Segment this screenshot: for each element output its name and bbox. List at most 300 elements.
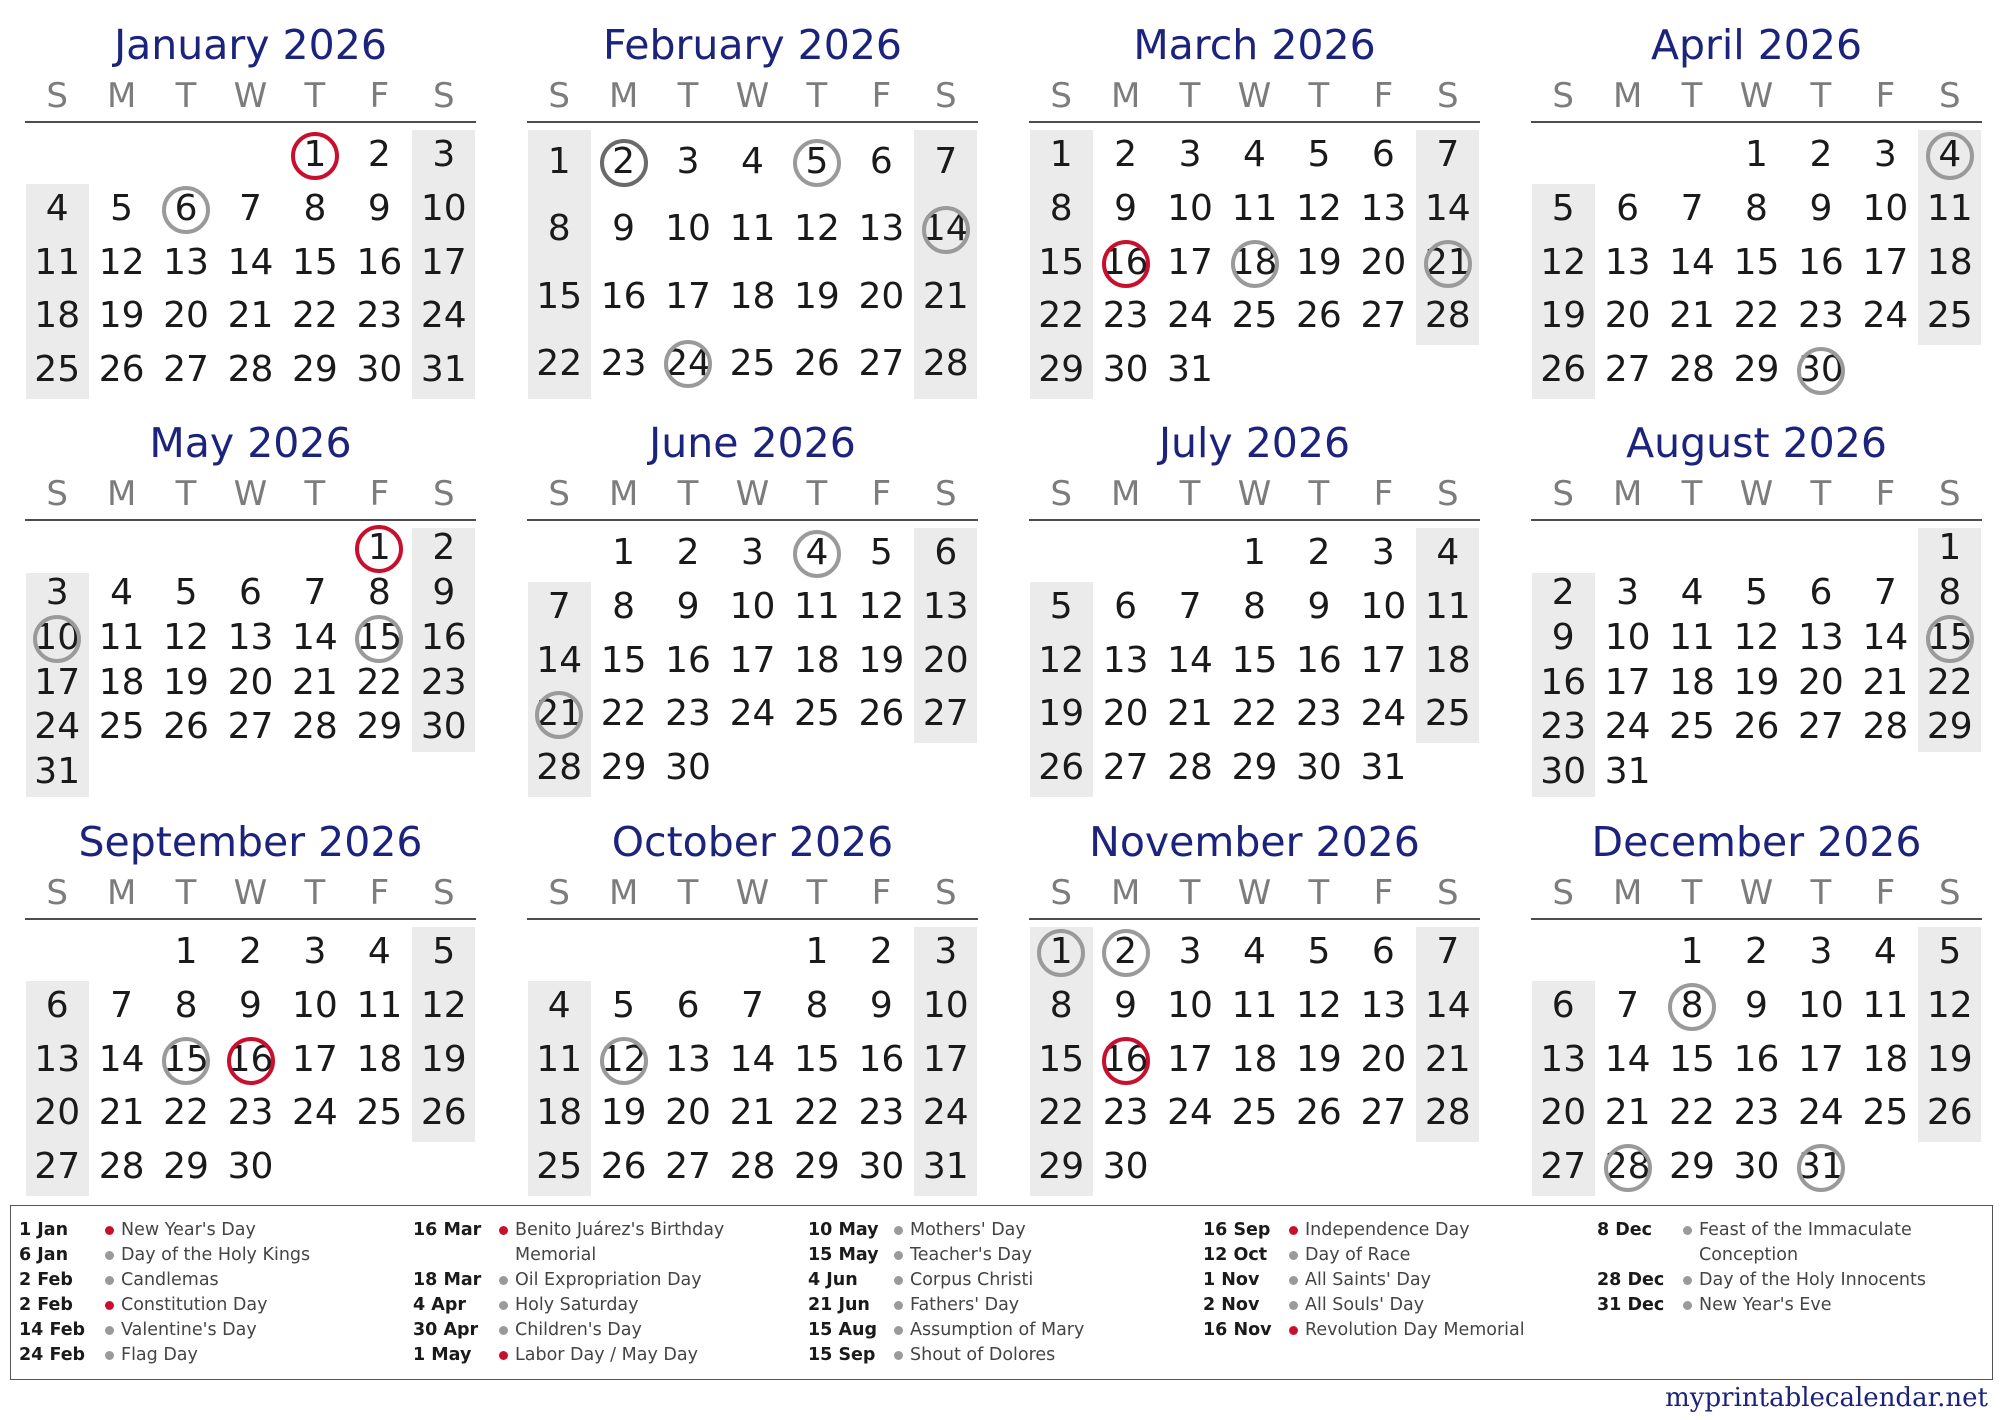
- month-body: [1029, 471, 1480, 798]
- legend-column: [19, 1218, 409, 1368]
- weekday-label: M: [106, 873, 137, 913]
- day-cell: 1: [1243, 532, 1266, 573]
- day-cell: 12: [1733, 616, 1780, 658]
- day-cell: 9: [367, 187, 391, 229]
- day-cell: 19: [420, 1038, 467, 1080]
- weekday-label: S: [1938, 474, 1961, 514]
- day-cell: 22: [600, 693, 647, 735]
- day-cell: 28: [1862, 706, 1909, 748]
- day-cell: 5: [1551, 187, 1575, 229]
- weekday-label: T: [304, 76, 326, 116]
- day-cell: 13: [34, 1038, 81, 1080]
- day-cell: 22: [1038, 295, 1085, 337]
- month-title: March 2026: [1133, 21, 1376, 69]
- month-body: [527, 471, 978, 798]
- observance-dot: [1289, 1301, 1298, 1310]
- day-cell: 13: [1604, 241, 1651, 283]
- weekday-label: S: [1552, 76, 1574, 116]
- day-cell: 21: [1862, 661, 1909, 703]
- day-cell: 25: [1424, 693, 1471, 735]
- month-calendar: [1531, 413, 1982, 798]
- day-cell: 4: [1243, 134, 1266, 175]
- day-cell: 14: [98, 1038, 145, 1080]
- day-cell: 17: [729, 639, 776, 681]
- legend-item: [1203, 1268, 1593, 1293]
- day-cell: 30: [1102, 1146, 1149, 1188]
- day-cell: 22: [794, 1092, 840, 1134]
- month-title: June 2026: [649, 419, 856, 467]
- day-cell: 9: [1114, 187, 1138, 229]
- day-cell: 25: [98, 706, 145, 748]
- legend-name: Oil Expropriation Day: [515, 1270, 702, 1290]
- legend-item: [19, 1343, 409, 1368]
- legend-name: Teacher's Day: [910, 1245, 1032, 1265]
- month-calendar: [1029, 15, 1480, 400]
- day-cell: 2: [1745, 931, 1768, 972]
- legend-item: [808, 1343, 1198, 1368]
- day-cell: 3: [1873, 134, 1897, 175]
- national-holiday-dot: [105, 1226, 114, 1235]
- day-cell: 16: [600, 275, 647, 317]
- weekday-label: S: [46, 474, 68, 514]
- weekday-label: T: [1810, 873, 1832, 913]
- legend-item: [1203, 1218, 1593, 1243]
- day-cell: 30: [1102, 349, 1149, 391]
- day-cell: 6: [934, 532, 958, 573]
- weekday-label: S: [1436, 76, 1459, 116]
- day-cell: 31: [34, 751, 81, 793]
- day-cell: 2: [612, 141, 636, 182]
- day-cell: 8: [1745, 187, 1768, 229]
- day-cell: 15: [356, 616, 403, 658]
- weekday-label: F: [1373, 76, 1394, 116]
- day-cell: 17: [1604, 661, 1651, 703]
- weekday-label: W: [233, 474, 268, 514]
- day-cell: 26: [858, 693, 905, 735]
- observance-dot: [1683, 1276, 1692, 1285]
- header-rule: [1531, 519, 1982, 521]
- day-cell: 5: [174, 571, 198, 613]
- day-cell: 18: [34, 295, 81, 337]
- day-cell: 10: [292, 984, 338, 1026]
- day-cell: 13: [1360, 187, 1407, 229]
- day-cell: 31: [1604, 751, 1651, 793]
- day-cell: 28: [98, 1146, 145, 1188]
- day-cell: 22: [1231, 693, 1278, 735]
- day-cell: 14: [1604, 1038, 1651, 1080]
- day-cell: 2: [676, 532, 700, 573]
- calendar-grid: [25, 15, 1983, 1188]
- day-cell: 26: [1038, 747, 1085, 789]
- day-cell: 19: [1926, 1038, 1973, 1080]
- day-cell: 13: [1360, 984, 1407, 1026]
- day-cell: 7: [110, 984, 134, 1026]
- weekday-label: F: [1373, 474, 1394, 514]
- day-cell: 25: [1231, 1092, 1278, 1134]
- day-cell: 21: [292, 661, 338, 703]
- day-cell: 21: [1424, 1038, 1471, 1080]
- day-cell: 4: [1436, 532, 1460, 573]
- header-rule: [1029, 519, 1480, 521]
- legend-item: [808, 1318, 1198, 1343]
- day-cell: 15: [1926, 616, 1973, 658]
- legend-date: 4 Apr: [413, 1295, 466, 1315]
- day-cell: 15: [536, 275, 583, 317]
- weekday-label: W: [1739, 76, 1774, 116]
- header-rule: [25, 918, 476, 920]
- day-cell: 2: [1307, 532, 1331, 573]
- day-cell: 29: [292, 349, 338, 391]
- observance-dot: [894, 1276, 903, 1285]
- day-cell: 23: [665, 693, 711, 735]
- weekday-label: W: [1237, 474, 1272, 514]
- day-cell: 8: [547, 208, 571, 250]
- day-cell: 3: [1616, 571, 1640, 613]
- month-title: October 2026: [611, 818, 894, 866]
- day-cell: 9: [1745, 984, 1768, 1026]
- day-cell: 1: [612, 532, 636, 573]
- day-cell: 17: [1798, 1038, 1844, 1080]
- header-rule: [1029, 918, 1480, 920]
- day-cell: 14: [922, 208, 969, 250]
- weekday-label: W: [1739, 873, 1774, 913]
- month-title: August 2026: [1626, 419, 1887, 467]
- website-link[interactable]: myprintablecalendar.net: [1665, 1383, 1988, 1413]
- day-cell: 13: [163, 241, 209, 283]
- day-cell: 22: [356, 661, 403, 703]
- day-cell: 29: [163, 1146, 209, 1188]
- legend-date: 16 Sep: [1203, 1220, 1271, 1240]
- day-cell: 26: [600, 1146, 647, 1188]
- weekday-label: T: [1810, 76, 1832, 116]
- day-cell: 6: [1616, 187, 1640, 229]
- weekday-label: T: [304, 873, 326, 913]
- weekday-label: M: [1110, 873, 1141, 913]
- day-cell: 15: [1038, 241, 1085, 283]
- day-cell: 1: [174, 931, 198, 972]
- day-cell: 29: [1669, 1146, 1715, 1188]
- observance-dot: [499, 1276, 508, 1285]
- observance-dot: [105, 1276, 114, 1285]
- weekday-label: S: [548, 873, 570, 913]
- day-cell: 6: [1809, 571, 1833, 613]
- observance-dot: [894, 1251, 903, 1260]
- day-cell: 25: [794, 693, 840, 735]
- day-cell: 25: [1862, 1092, 1909, 1134]
- legend-date: 18 Mar: [413, 1270, 482, 1290]
- day-cell: 6: [869, 141, 893, 182]
- day-cell: 8: [1680, 984, 1704, 1026]
- day-cell: 1: [805, 931, 829, 972]
- weekday-label: F: [369, 873, 390, 913]
- day-cell: 4: [1680, 571, 1704, 613]
- legend-column: [808, 1218, 1198, 1368]
- weekday-label: T: [1810, 474, 1832, 514]
- day-cell: 4: [805, 532, 829, 573]
- day-cell: 3: [1178, 931, 1202, 972]
- day-cell: 6: [1371, 931, 1395, 972]
- day-cell: 14: [292, 616, 338, 658]
- day-cell: 23: [1798, 295, 1844, 337]
- day-cell: 2: [367, 134, 391, 175]
- day-cell: 19: [794, 275, 840, 317]
- legend-item: [413, 1343, 803, 1368]
- observance-dot: [105, 1351, 114, 1360]
- legend-name: Flag Day: [121, 1345, 198, 1365]
- day-cell: 12: [1540, 241, 1587, 283]
- month-title: July 2026: [1158, 419, 1351, 467]
- day-cell: 18: [1926, 241, 1973, 283]
- day-cell: 11: [1862, 984, 1909, 1026]
- day-cell: 31: [922, 1146, 969, 1188]
- day-cell: 20: [227, 661, 274, 703]
- day-cell: 16: [858, 1038, 905, 1080]
- day-cell: 3: [432, 134, 456, 175]
- day-cell: 26: [98, 349, 145, 391]
- day-cell: 16: [665, 639, 711, 681]
- day-cell: 17: [34, 661, 81, 703]
- day-cell: 16: [420, 616, 467, 658]
- day-cell: 12: [1296, 187, 1342, 229]
- header-rule: [527, 121, 978, 123]
- day-cell: 10: [1360, 585, 1407, 627]
- day-cell: 14: [227, 241, 274, 283]
- weekday-label: F: [871, 76, 892, 116]
- day-cell: 27: [1360, 1092, 1407, 1134]
- day-cell: 31: [420, 349, 467, 391]
- day-cell: 13: [227, 616, 274, 658]
- month-body: [1029, 73, 1480, 400]
- legend-name: Day of the Holy Kings: [121, 1245, 311, 1265]
- day-cell: 24: [1167, 1092, 1213, 1134]
- legend-date: 21 Jun: [808, 1295, 870, 1315]
- day-cell: 5: [432, 931, 456, 972]
- weekday-label: S: [432, 474, 455, 514]
- day-cell: 19: [1296, 241, 1342, 283]
- weekday-label: S: [46, 76, 68, 116]
- weekday-label: S: [548, 76, 570, 116]
- weekday-label: S: [432, 76, 455, 116]
- day-cell: 15: [1669, 1038, 1715, 1080]
- day-cell: 26: [420, 1092, 467, 1134]
- day-cell: 26: [794, 342, 840, 384]
- weekday-label: T: [175, 76, 197, 116]
- day-cell: 8: [1049, 187, 1073, 229]
- day-cell: 29: [794, 1146, 840, 1188]
- day-cell: 21: [1669, 295, 1715, 337]
- day-cell: 16: [1798, 241, 1844, 283]
- legend-date: 2 Feb: [19, 1270, 73, 1290]
- day-cell: 6: [1371, 134, 1395, 175]
- day-cell: 1: [1049, 931, 1073, 972]
- day-cell: 5: [1745, 571, 1768, 613]
- weekday-label: S: [934, 873, 957, 913]
- day-cell: 23: [1296, 693, 1342, 735]
- day-cell: 27: [34, 1146, 81, 1188]
- day-cell: 23: [1540, 706, 1587, 748]
- day-cell: 25: [536, 1146, 583, 1188]
- legend-name: Children's Day: [515, 1320, 642, 1340]
- month-calendar: [25, 812, 476, 1197]
- national-holiday-dot: [499, 1351, 508, 1360]
- legend-date: 6 Jan: [19, 1245, 69, 1265]
- legend-date: 24 Feb: [19, 1345, 86, 1365]
- day-cell: 18: [1231, 1038, 1278, 1080]
- day-cell: 20: [1360, 1038, 1407, 1080]
- day-cell: 11: [1231, 187, 1278, 229]
- day-cell: 16: [1102, 1038, 1149, 1080]
- day-cell: 24: [1360, 693, 1407, 735]
- legend-name: Shout of Dolores: [910, 1345, 1056, 1365]
- day-cell: 31: [1167, 349, 1213, 391]
- day-cell: 17: [665, 275, 711, 317]
- weekday-label: W: [1237, 873, 1272, 913]
- weekday-label: S: [432, 873, 455, 913]
- day-cell: 9: [239, 984, 262, 1026]
- legend-name: Mothers' Day: [910, 1220, 1026, 1240]
- legend-item: [19, 1318, 409, 1343]
- observance-dot: [105, 1251, 114, 1260]
- day-cell: 25: [729, 342, 776, 384]
- legend-name: Day of Race: [1305, 1245, 1411, 1265]
- day-cell: 13: [858, 208, 905, 250]
- day-cell: 17: [420, 241, 467, 283]
- day-cell: 9: [869, 984, 893, 1026]
- weekday-label: F: [1875, 76, 1896, 116]
- day-cell: 18: [1862, 1038, 1909, 1080]
- weekday-label: M: [106, 474, 137, 514]
- day-cell: 21: [729, 1092, 776, 1134]
- weekday-label: T: [1681, 76, 1703, 116]
- day-cell: 11: [1669, 616, 1715, 658]
- day-cell: 22: [163, 1092, 209, 1134]
- day-cell: 30: [420, 706, 467, 748]
- month-body: [527, 870, 978, 1197]
- day-cell: 11: [1424, 585, 1471, 627]
- day-cell: 28: [536, 747, 583, 789]
- legend-date: 15 Sep: [808, 1345, 876, 1365]
- day-cell: 2: [239, 931, 262, 972]
- month-calendar: [527, 413, 978, 798]
- day-cell: 1: [1680, 931, 1704, 972]
- day-cell: 26: [163, 706, 209, 748]
- month-calendar: [25, 413, 476, 798]
- day-cell: 22: [1038, 1092, 1085, 1134]
- weekday-label: S: [1938, 76, 1961, 116]
- weekday-label: F: [369, 76, 390, 116]
- day-cell: 3: [1178, 134, 1202, 175]
- legend-item: [1597, 1218, 1987, 1268]
- legend-name: New Year's Eve: [1699, 1295, 1832, 1315]
- weekday-label: T: [1179, 474, 1201, 514]
- day-cell: 10: [34, 616, 81, 658]
- day-cell: 19: [1733, 661, 1780, 703]
- weekday-label: S: [1552, 873, 1574, 913]
- legend-item: [808, 1243, 1198, 1268]
- day-cell: 8: [367, 571, 391, 613]
- day-cell: 19: [1038, 693, 1085, 735]
- header-rule: [25, 121, 476, 123]
- day-cell: 5: [1307, 134, 1331, 175]
- legend-item: [19, 1293, 409, 1318]
- day-cell: 17: [292, 1038, 338, 1080]
- legend-date: 31 Dec: [1597, 1295, 1665, 1315]
- legend-date: 14 Feb: [19, 1320, 86, 1340]
- day-cell: 11: [1231, 984, 1278, 1026]
- day-cell: 1: [547, 141, 571, 182]
- day-cell: 10: [1167, 187, 1213, 229]
- day-cell: 8: [612, 585, 636, 627]
- day-cell: 11: [1926, 187, 1973, 229]
- day-cell: 9: [1114, 984, 1138, 1026]
- day-cell: 16: [1733, 1038, 1780, 1080]
- month-calendar: [1029, 812, 1480, 1197]
- day-cell: 21: [1167, 693, 1213, 735]
- legend-item: [1203, 1318, 1593, 1343]
- day-cell: 16: [1102, 241, 1149, 283]
- day-cell: 20: [665, 1092, 711, 1134]
- legend-item: [19, 1268, 409, 1293]
- day-cell: 18: [729, 275, 776, 317]
- day-cell: 4: [1243, 931, 1266, 972]
- day-cell: 30: [1296, 747, 1342, 789]
- header-rule: [527, 918, 978, 920]
- month-calendar: [1531, 15, 1982, 400]
- weekday-label: F: [871, 873, 892, 913]
- day-cell: 6: [676, 984, 700, 1026]
- day-cell: 16: [356, 241, 403, 283]
- weekday-label: M: [106, 76, 137, 116]
- day-cell: 13: [1798, 616, 1844, 658]
- legend-name: Valentine's Day: [121, 1320, 257, 1340]
- holiday-legend: [10, 1205, 1993, 1380]
- day-cell: 23: [420, 661, 467, 703]
- weekday-label: T: [806, 76, 828, 116]
- day-cell: 5: [110, 187, 134, 229]
- day-cell: 22: [536, 342, 583, 384]
- day-cell: 26: [1540, 349, 1587, 391]
- legend-date: 16 Mar: [413, 1220, 482, 1240]
- day-cell: 8: [805, 984, 829, 1026]
- weekday-label: F: [1373, 873, 1394, 913]
- day-cell: 20: [922, 639, 969, 681]
- day-cell: 15: [794, 1038, 840, 1080]
- weekday-label: S: [1050, 474, 1072, 514]
- observance-dot: [1683, 1226, 1692, 1235]
- legend-item: [808, 1268, 1198, 1293]
- day-cell: 17: [1167, 1038, 1213, 1080]
- observance-dot: [894, 1326, 903, 1335]
- day-cell: 5: [1938, 931, 1962, 972]
- legend-name: New Year's Day: [121, 1220, 256, 1240]
- legend-item: [413, 1318, 803, 1343]
- legend-name: Independence Day: [1305, 1220, 1470, 1240]
- day-cell: 12: [1926, 984, 1973, 1026]
- day-cell: 20: [1540, 1092, 1587, 1134]
- day-cell: 29: [1231, 747, 1278, 789]
- day-cell: 13: [665, 1038, 711, 1080]
- legend-name: All Saints' Day: [1305, 1270, 1431, 1290]
- month-calendar: [1029, 413, 1480, 798]
- weekday-label: S: [934, 76, 957, 116]
- observance-dot: [894, 1226, 903, 1235]
- day-cell: 12: [420, 984, 467, 1026]
- day-cell: 28: [1424, 1092, 1471, 1134]
- observance-dot: [894, 1301, 903, 1310]
- day-cell: 16: [1296, 639, 1342, 681]
- weekday-label: T: [304, 474, 326, 514]
- day-cell: 8: [303, 187, 327, 229]
